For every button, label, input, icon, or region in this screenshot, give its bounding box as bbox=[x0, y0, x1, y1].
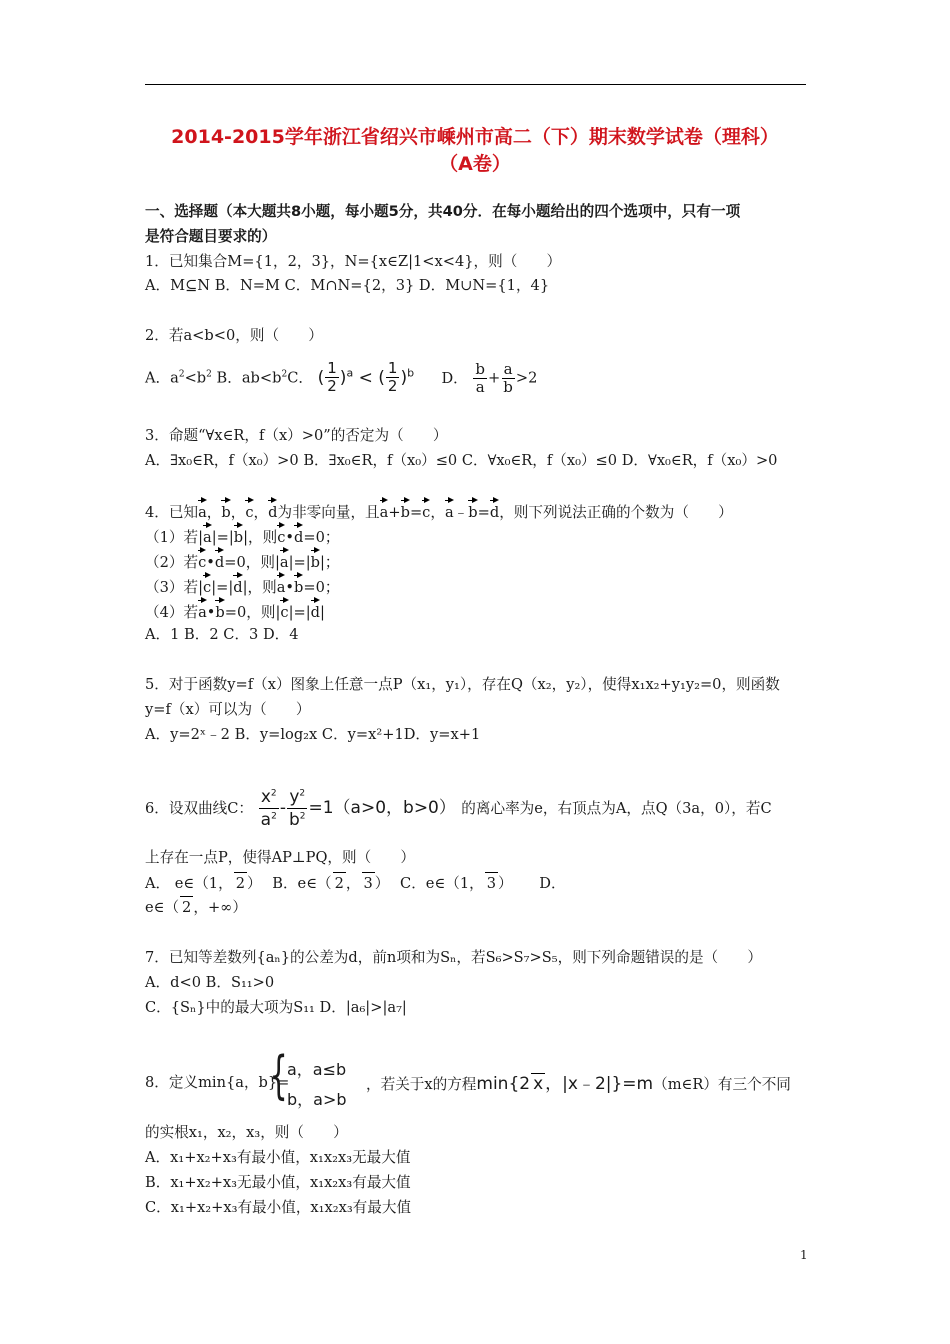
q6-options: A． e∈（1， 2 ） B．e∈（ 2 ， 3 ） C．e∈（1， 3 ） D． bbox=[145, 872, 566, 895]
q6-optD: e∈（ 2 ，+∞） bbox=[145, 896, 247, 919]
a-over-b-fraction: $\frac{a}{b}$ bbox=[503, 360, 513, 396]
q4-item-3: （3）若|c|=|d|，则a•b=0； bbox=[145, 573, 339, 598]
q8-case2: b，a>b bbox=[287, 1090, 347, 1109]
q8-optB: B．x₁+x₂+x₃无最小值，x₁x₂x₃有最大值 bbox=[145, 1174, 411, 1191]
q5-options: A．y=2ˣ﹣2 B．y=log₂x C．y=x²+1D．y=x+1 bbox=[145, 726, 481, 743]
q4-item-1: （1）若|a|=|b|，则c•d=0； bbox=[145, 523, 339, 548]
q5-stem-line1: 5．对于函数y=f（x）图象上任意一点P（x₁，y₁），存在Q（x₂，y₂），使得x₁x₂+y₁y₂=0，则函数 bbox=[145, 676, 780, 693]
q2-stem: 2．若a<b<0，则（ ） bbox=[145, 327, 323, 344]
q8-case1: a，a≤b bbox=[287, 1060, 347, 1079]
b-over-a-fraction: $\frac{b}{a}$ bbox=[475, 360, 486, 396]
q2-optC-expr: ( $\frac{1}{2}$ )$^a$ < ( $\frac{1}{2}$ )$^b$ bbox=[317, 359, 415, 395]
q8-optC: C．x₁+x₂+x₃有最小值，x₁x₂x₃有最大值 bbox=[145, 1199, 412, 1216]
exam-title-line2: （A卷） bbox=[439, 153, 511, 175]
piecewise-brace: { bbox=[269, 1046, 288, 1106]
q4-stem: 4．已知a，b，c，d为非零向量，且a+b=c，a﹣b=d，则下列说法正确的个数为（ ） bbox=[145, 498, 733, 523]
q4-item-2: （2）若c•d=0，则|a|=|b|； bbox=[145, 548, 339, 573]
q8-stem-line2: 的实根x₁，x₂，x₃，则（ ） bbox=[145, 1124, 348, 1141]
q1-stem: 1．已知集合M={1，2，3}，N={x∈Z|1<x<4}，则（ ） bbox=[145, 253, 562, 270]
section-heading-line1: 一、选择题（本大题共8小题，每小题5分，共40分．在每小题给出的四个选项中，只有一项 bbox=[145, 203, 741, 220]
header-rule bbox=[145, 84, 806, 85]
q6-stem: 6．设双曲线C： $\frac{x^2}{a^2}$ - $\frac{y^2}{b^2}$ =1（a>0，b>0） 的离心率为e，右顶点为A，点Q（3a，0），若C bbox=[145, 786, 772, 830]
q2-optA-pre: A．a bbox=[145, 369, 179, 387]
q7-options-ab: A．d<0 B．S₁₁>0 bbox=[145, 974, 275, 991]
q5-stem-line2: y=f（x）可以为（ ） bbox=[145, 701, 311, 718]
q2-optC-label: C． bbox=[287, 369, 313, 387]
q8-optA: A．x₁+x₂+x₃有最小值，x₁x₂x₃无最大值 bbox=[145, 1149, 411, 1166]
q4-item-4: （4）若a•b=0，则|c|=|d| bbox=[145, 598, 325, 623]
half-fraction: $\frac{1}{2}$ bbox=[327, 359, 337, 395]
q3-stem: 3．命题“∀x∈R，f（x）>0”的否定为（ ） bbox=[145, 427, 448, 444]
q2-exp: 2 bbox=[206, 369, 212, 380]
section-heading-line2: 是符合题目要求的） bbox=[145, 228, 277, 245]
q1-options: A．M⊆N B．N=M C．M∩N={2，3} D．M∪N={1，4} bbox=[145, 277, 550, 294]
hyperbola-equation: $\frac{x^2}{a^2}$ - $\frac{y^2}{b^2}$ =1（a>0，b>0） bbox=[260, 786, 456, 830]
q6-stem-line2: 上存在一点P，使得AP⊥PQ，则（ ） bbox=[145, 849, 415, 866]
q3-options: A．∃x₀∈R，f（x₀）>0 B．∃x₀∈R，f（x₀）≤0 C．∀x₀∈R，f（x₀）≤0 D．∀x₀∈R，f（x₀）>0 bbox=[145, 452, 778, 469]
page-number: 1 bbox=[800, 1248, 808, 1262]
q2-optB: B．ab<b bbox=[216, 369, 282, 387]
q2-options: A．$a^2<b^2$ B．$ab<b^2C$． ( $\frac{1}{2}$ )$^a$ < ( $\frac{1}{2}$ )$^b$ D． $\frac{b}{a}$ + $\frac{a}{b}$ >2 bbox=[145, 359, 538, 396]
half-fraction: $\frac{1}{2}$ bbox=[387, 359, 398, 395]
q2-optD-label: D． bbox=[441, 369, 468, 387]
q2-optA-mid: <b bbox=[184, 369, 207, 387]
q7-options-cd: C．{Sₙ}中的最大项为S₁₁ D．|a₆|>|a₇| bbox=[145, 999, 407, 1016]
exam-title-line1: 2014-2015学年浙江省绍兴市嵊州市高二（下）期末数学试卷（理科） bbox=[171, 126, 779, 148]
q2-exp: 2 bbox=[281, 369, 288, 380]
q4-options: A．1 B．2 C．3 D．4 bbox=[145, 626, 299, 643]
q8-pre: 8．定义min{a，b}= bbox=[145, 1074, 290, 1091]
q7-stem: 7．已知等差数列{aₙ}的公差为d，前n项和为Sₙ，若S₆>S₇>S₅，则下列命题错误的是（ ） bbox=[145, 949, 762, 966]
q2-exp: 2 bbox=[178, 369, 185, 380]
q8-equation: ，若关于x的方程min{2 x ，|x﹣2|}=m（m∈R）有三个不同 bbox=[366, 1074, 791, 1094]
